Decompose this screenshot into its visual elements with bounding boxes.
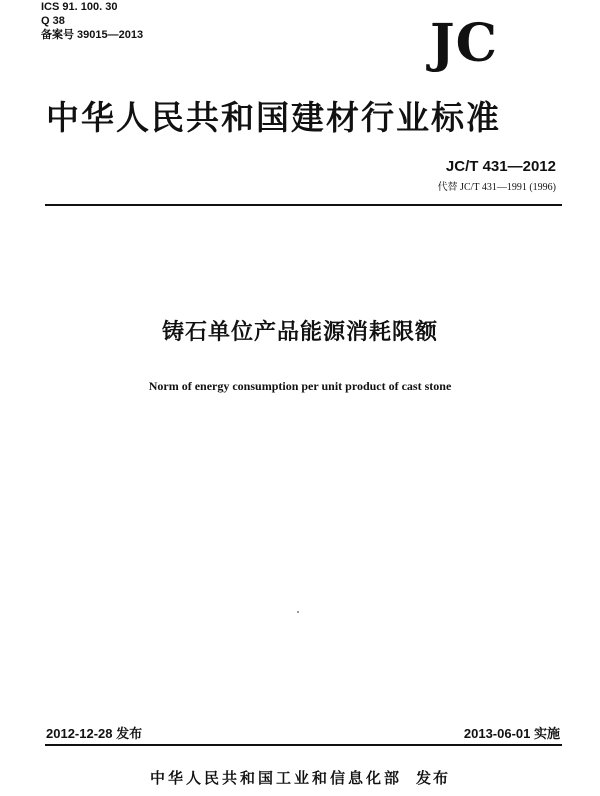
jc-logo: JC: [430, 13, 498, 74]
effective-date: 2013-06-01 实施: [463, 726, 560, 741]
ics-code: ICS 91. 100. 30: [41, 1, 118, 13]
filing-number: 备案号 39015—2013: [41, 29, 144, 41]
ccs-code: Q 38: [41, 15, 65, 27]
bottom-divider: [45, 744, 562, 746]
issue-date: 2012-12-28 发布: [46, 726, 143, 741]
scan-speck: [297, 611, 299, 613]
top-divider: [45, 204, 562, 206]
publisher-line: [0, 768, 600, 788]
publisher-action: 发布: [416, 769, 451, 787]
document-title-en: Norm of energy consumption per unit product of cast stone: [148, 379, 452, 393]
standard-category-title: 中华人民共和国建材行业标准: [46, 98, 501, 137]
replaces-standard: 代替 JC/T 431—1991 (1996): [437, 182, 556, 193]
publisher-organization: 中华人民共和国工业和信息化部: [149, 769, 402, 787]
standard-number: JC/T 431—2012: [445, 158, 556, 175]
document-title-zh: 铸石单位产品能源消耗限额: [161, 320, 438, 345]
classification-block: [41, 0, 143, 42]
